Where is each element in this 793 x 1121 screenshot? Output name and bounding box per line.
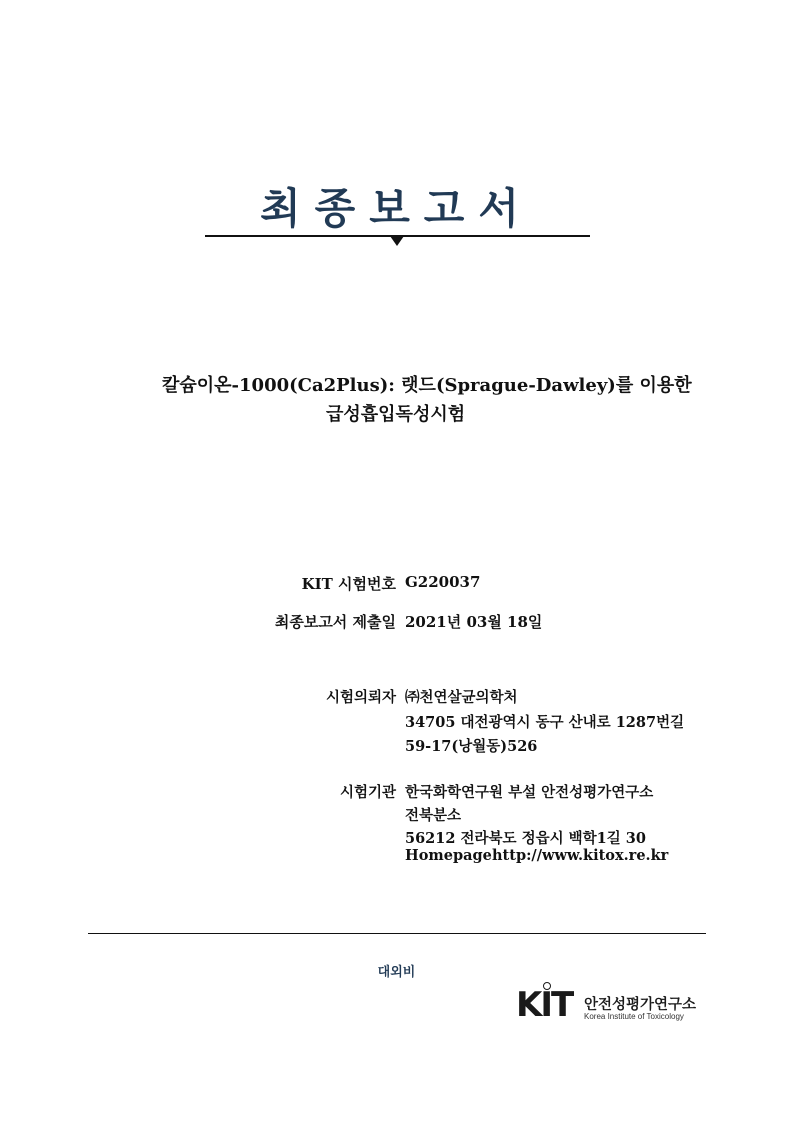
classification-label: 대외비	[377, 965, 416, 980]
logo-mark: KIT	[516, 985, 573, 1025]
study-title-line-1: 칼슘이온-1000(Ca2Plus): 랫드(Sprague-Dawley)를 이용한	[162, 375, 692, 396]
kit-logo	[516, 982, 696, 1026]
logo-name-en: Korea Institute of Toxicology	[584, 1012, 684, 1021]
footer-divider	[88, 933, 706, 934]
sponsor-label: 시험의뢰자	[325, 689, 396, 706]
homepage-url: http://www.kitox.re.kr	[492, 847, 669, 864]
sponsor-address-line-1: 34705 대전광역시 동구 산내로 1287번길	[405, 714, 685, 731]
homepage-label: Homepage	[405, 847, 492, 864]
study-title-line-2: 급성흡입독성시험	[326, 404, 466, 425]
submission-date-label: 최종보고서 제출일	[274, 613, 396, 631]
test-number-label: KIT 시험번호	[301, 575, 396, 593]
down-triangle-icon	[390, 236, 404, 246]
facility-name: 한국화학연구원 부설 안전성평가연구소	[405, 784, 654, 801]
facility-address: 56212 전라북도 정읍시 백학1길 30	[405, 830, 646, 847]
logo-name-kr: 안전성평가연구소	[584, 997, 697, 1013]
report-title: 최종보고서	[260, 184, 533, 233]
submission-date-value: 2021년 03월 18일	[405, 613, 543, 631]
facility-branch: 전북분소	[405, 807, 462, 824]
test-number-value: G220037	[405, 573, 481, 591]
facility-label: 시험기관	[339, 784, 396, 801]
sponsor-name: ㈜천연살균의학처	[405, 689, 518, 706]
sponsor-address-line-2: 59-17(낭월동)526	[405, 738, 538, 755]
